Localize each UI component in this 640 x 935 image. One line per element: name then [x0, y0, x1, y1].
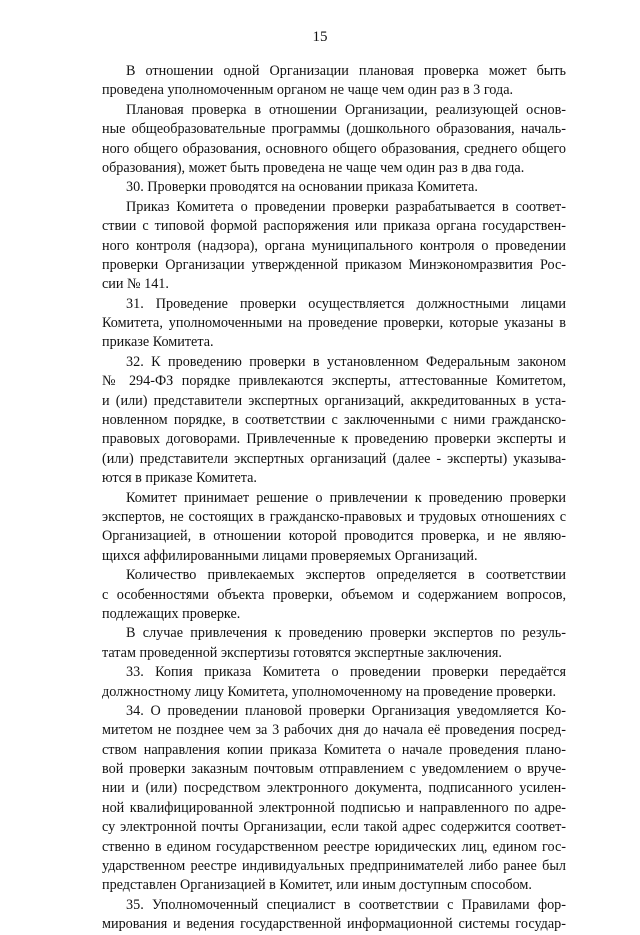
text-line: должностному лицу Комитета, уполномоченному на проведение проверки. — [102, 683, 557, 700]
text-line: проведена уполномоченным органом не чаще чем один раз в 3 года. — [102, 82, 514, 99]
text-line: ются в приказе Комитета. — [102, 470, 257, 487]
text-line: ного общего образования, основного общего образования, среднего общего — [102, 140, 566, 157]
text-line: с особенностями объекта проверки, объемом и содержанием вопросов, — [102, 586, 566, 603]
text-line: В случае привлечения к проведению проверки экспертов по резуль- — [126, 625, 566, 642]
text-line: новленном порядке, в соответствии с заключенными с ними гражданско- — [102, 412, 566, 429]
text-line: ственно в едином государственном реестре юридических лиц, едином гос- — [102, 838, 566, 855]
text-line: образования), может быть проведена не чаще чем один раз в два года. — [102, 159, 525, 176]
text-line: ной квалифицированной электронной подписью и направленного по адре- — [102, 799, 566, 816]
paragraph — [102, 663, 566, 702]
text-line: представлен Организацией в Комитет, или иным доступным способом. — [102, 877, 532, 894]
paragraph — [102, 624, 566, 663]
text-line: 34. О проведении плановой проверки Организация уведомляется Ко- — [126, 702, 566, 719]
paragraph — [102, 489, 566, 567]
text-line: Организацией, в отношении которой проводится проверка, и не являю- — [102, 528, 566, 545]
text-line: вой проверки заказным почтовым отправлением с уведомлением о вруче- — [102, 761, 566, 778]
text-line: № 294-ФЗ порядке привлекаются эксперты, аттестованные Комитетом, — [102, 373, 566, 390]
text-line: Комитета, уполномоченными на проведение проверки, которые указаны в — [102, 315, 566, 332]
text-line: ством направления копии приказа Комитета о начале проведения плано- — [102, 741, 566, 758]
text-line: мирования и ведения государственной информационной системы государ- — [102, 916, 566, 933]
text-line: Приказ Комитета о проведении проверки разрабатывается в соответ- — [126, 198, 566, 215]
paragraph — [102, 62, 566, 101]
text-line: щихся аффилированными лицами проверяемых Организаций. — [102, 547, 478, 564]
text-line: 32. К проведению проверки в установленном Федеральным законом — [126, 353, 566, 370]
text-line: экспертов, не состоящих в гражданско-правовых и трудовых отношениях с — [102, 508, 566, 525]
text-line: Плановая проверка в отношении Организации, реализующей основ- — [126, 101, 566, 118]
text-line: правовых договорами. Привлеченные к проведению проверки эксперты и — [102, 431, 566, 448]
text-line: 31. Проведение проверки осуществляется должностными лицами — [126, 295, 566, 312]
text-line: проверки Организации утвержденной приказом Минэкономразвития Рос- — [102, 256, 566, 273]
text-line: ного контроля (надзора), органа муниципального контроля о проведении — [102, 237, 566, 254]
page-number: 15 — [312, 29, 328, 45]
text-line: ударственном реестре индивидуальных предпринимателей либо ранее был — [102, 858, 566, 875]
paragraph — [102, 702, 566, 896]
paragraph — [102, 295, 566, 353]
text-line: В отношении одной Организации плановая проверка может быть — [126, 63, 566, 79]
paragraph — [102, 566, 566, 624]
text-line: сии № 141. — [102, 276, 169, 293]
text-line: су электронной почты Организации, если такой адрес содержится соответ- — [102, 819, 566, 836]
text-line: Количество привлекаемых экспертов определяется в соответствии — [126, 567, 566, 584]
paragraph — [102, 101, 566, 179]
paragraph — [102, 198, 566, 295]
paragraph — [102, 896, 566, 935]
text-line: 33. Копия приказа Комитета о проведении проверки передаётся — [126, 664, 566, 681]
text-line: приказе Комитета. — [102, 334, 214, 351]
text-line: ствии с типовой формой распоряжения или приказа органа государствен- — [102, 218, 566, 235]
text-line: Комитет принимает решение о привлечении к проведению проверки — [126, 489, 566, 506]
text-line: ные общеобразовательные программы (дошкольного образования, началь- — [102, 121, 566, 138]
text-line: подлежащих проверке. — [102, 605, 241, 622]
paragraph — [102, 353, 566, 489]
text-line: (или) представители экспертных организаций (далее - эксперты) указыва- — [102, 450, 566, 467]
text-line: 35. Уполномоченный специалист в соответствии с Правилами фор- — [126, 896, 566, 913]
text-line: и (или) представители экспертных организаций, аккредитованных в уста- — [102, 392, 566, 409]
document-body — [102, 62, 566, 935]
text-line: 30. Проверки проводятся на основании приказа Комитета. — [126, 179, 478, 196]
text-line: митетом не позднее чем за 3 рабочих дня до начала её проведения посред- — [102, 722, 566, 739]
paragraph — [102, 178, 566, 197]
text-line: нии и (или) посредством электронного документа, подписанного усилен- — [102, 780, 566, 797]
text-line: татам проведенной экспертизы готовятся экспертные заключения. — [102, 644, 502, 661]
